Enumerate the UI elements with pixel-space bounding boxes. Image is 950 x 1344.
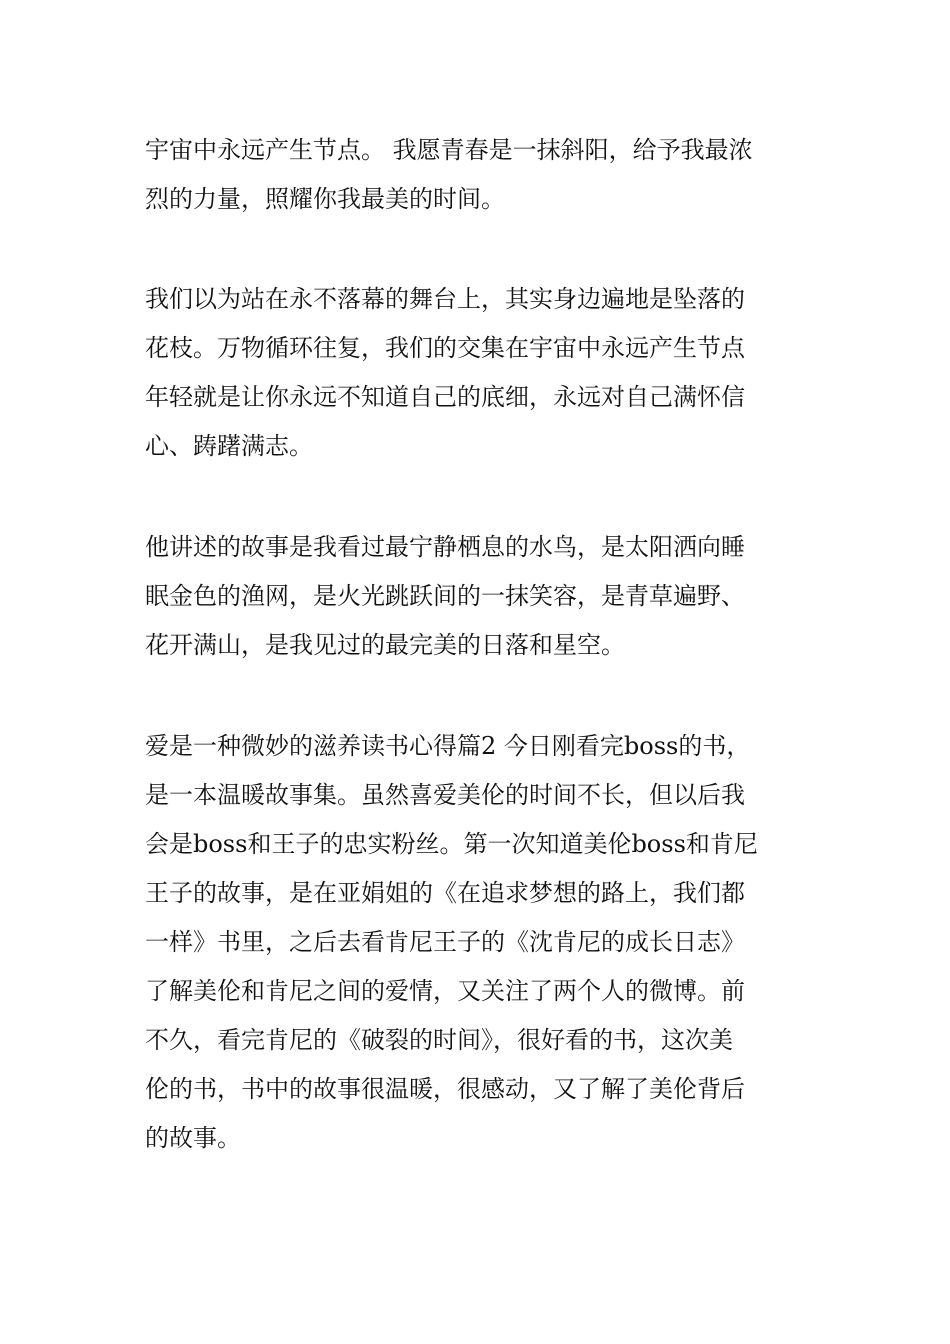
- paragraph-4: [145, 722, 825, 1163]
- text-line: 我们以为站在永不落幕的舞台上，其实身边遍地是坠落的: [145, 285, 745, 313]
- text-line: 爱是一种微妙的滋养读书心得篇2 今日刚看完boss的书，: [145, 732, 751, 760]
- text-line: 是一本温暖故事集。虽然喜爱美伦的时间不长，但以后我: [145, 781, 745, 809]
- text-line: 会是boss和王子的忠实粉丝。第一次知道美伦boss和肯尼: [145, 830, 758, 858]
- text-line: 王子的故事，是在亚娟姐的《在追求梦想的路上，我们都: [145, 879, 745, 907]
- paragraph-3: [145, 523, 825, 670]
- text-line: 烈的力量，照耀你我最美的时间。: [145, 185, 505, 213]
- text-line: 心、踌躇满志。: [145, 432, 313, 460]
- text-line: 的故事。: [145, 1124, 241, 1152]
- text-line: 年轻就是让你永远不知道自己的底细，永远对自己满怀信: [145, 383, 745, 411]
- text-line: 宇宙中永远产生节点。 我愿青春是一抹斜阳，给予我最浓: [145, 136, 753, 164]
- text-line: 花开满山，是我见过的最完美的日落和星空。: [145, 631, 625, 659]
- paragraph-2: [145, 275, 825, 471]
- text-line: 花枝。万物循环往复，我们的交集在宇宙中永远产生节点: [145, 334, 745, 362]
- text-line: 伦的书，书中的故事很温暖，很感动，又了解了美伦背后: [145, 1075, 745, 1103]
- text-line: 了解美伦和肯尼之间的爱情，又关注了两个人的微博。前: [145, 977, 745, 1005]
- paragraph-1: [145, 126, 825, 224]
- text-line: 他讲述的故事是我看过最宁静栖息的水鸟，是太阳洒向睡: [145, 533, 745, 561]
- text-line: 一样》书里，之后去看肯尼王子的《沈肯尼的成长日志》: [145, 928, 745, 956]
- text-line: 不久，看完肯尼的《破裂的时间》，很好看的书，这次美: [145, 1026, 733, 1054]
- text-line: 眠金色的渔网，是火光跳跃间的一抹笑容，是青草遍野、: [145, 582, 745, 610]
